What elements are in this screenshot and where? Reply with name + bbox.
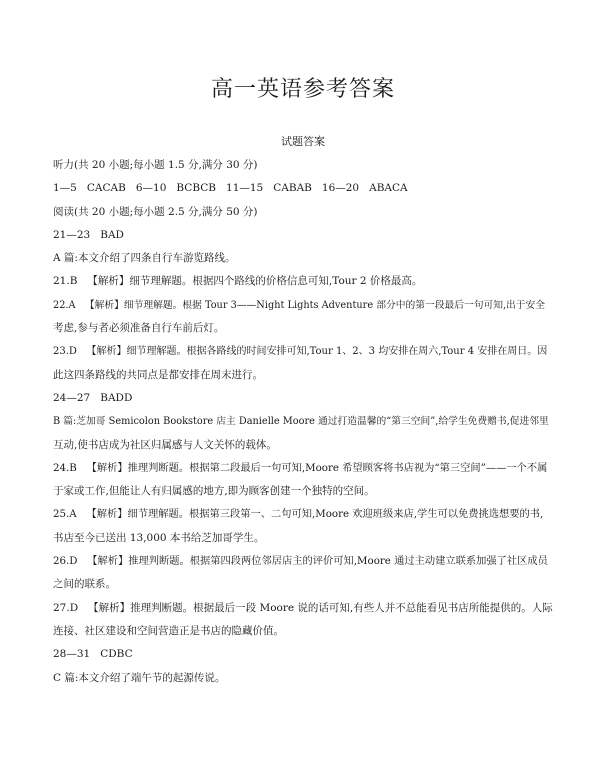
explanation-24-cont: 于家或工作,但能让人有归属感的地方,即为顾客创建一个独特的空间。 [53, 485, 375, 498]
explanation-25: 25.A 【解析】细节理解题。根据第三段第一、二句可知,Moore 欢迎班级来店,学生可以免费挑选想要的书, [53, 508, 544, 521]
explanation-27: 27.D 【解析】推理判断题。根据最后一段 Moore 说的话可知,有些人并不总能看见书店所能提供的。人际 [53, 601, 553, 614]
answers-28-31: 28—31 CDBC [53, 648, 133, 661]
reading-section-heading: 阅读(共 20 小题;每小题 2.5 分,满分 50 分) [53, 205, 258, 218]
explanation-22-cont: 考虑,参与者必须准备自行车前后灯。 [53, 322, 225, 335]
explanation-26: 26.D 【解析】推理判断题。根据第四段两位邻居店主的评价可知,Moore 通过主动建立联系加强了社区成员 [53, 555, 548, 568]
passage-a-summary: A 篇:本文介绍了四条自行车游览路线。 [53, 252, 236, 265]
section-subtitle: 试题答案 [281, 135, 325, 148]
explanation-22: 22.A 【解析】细节理解题。根据 Tour 3——Night Lights Adventure 部分中的第一段最后一句可知,出于安全 [53, 299, 546, 311]
answer-body [53, 154, 553, 690]
explanation-27-cont: 连接、社区建设和空间营造正是书店的隐藏价值。 [53, 624, 284, 637]
explanation-23-cont: 此这四条路线的共同点是都安排在周末进行。 [53, 368, 263, 381]
listening-answers: 1—5 CACAB 6—10 BCBCB 11—15 CABAB 16—20 ABACA [53, 182, 408, 195]
passage-b-summary: B 篇:芝加哥 Semicolon Bookstore 店主 Danielle Moore 通过打造温馨的“第三空间”,给学生免费赠书,促进邻里 [53, 416, 549, 428]
explanation-21: 21.B 【解析】细节理解题。根据四个路线的价格信息可知,Tour 2 价格最高。 [53, 275, 423, 288]
explanation-24: 24.B 【解析】推理判断题。根据第二段最后一句可知,Moore 希望顾客将书店视为“第三空间”——一个不属 [53, 461, 548, 474]
answers-21-23: 21—23 BAD [53, 228, 124, 241]
explanation-23: 23.D 【解析】细节理解题。根据各路线的时间安排可知,Tour 1、2、3 均安排在周六,Tour 4 安排在周日。因 [53, 346, 548, 358]
answers-24-27: 24—27 BADD [53, 391, 133, 404]
passage-c-summary: C 篇:本文介绍了端午节的起源传说。 [53, 671, 226, 684]
listening-section-heading: 听力(共 20 小题;每小题 1.5 分,满分 30 分) [53, 159, 258, 171]
passage-b-summary-cont: 互动,使书店成为社区归属感与人文关怀的载体。 [53, 438, 277, 451]
explanation-26-cont: 之间的联系。 [53, 578, 116, 591]
page-title: 高一英语参考答案 [210, 77, 395, 102]
explanation-25-cont: 书店至今已送出 13,000 本书给芝加哥学生。 [53, 531, 265, 544]
